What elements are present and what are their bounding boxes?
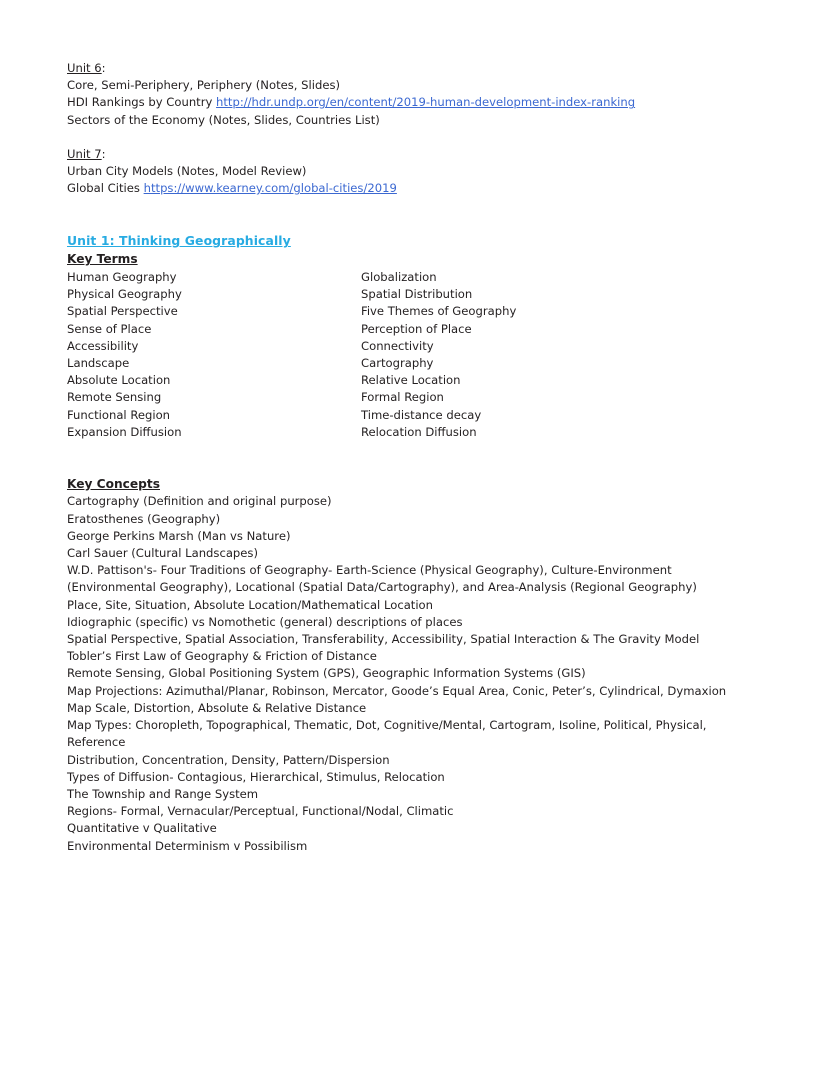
key-term: Perception of Place: [361, 321, 472, 336]
key-term: Time-distance decay: [361, 407, 482, 422]
unit-7-block: [67, 146, 761, 198]
unit-6-line-3: Sectors of the Economy (Notes, Slides, Countries List): [67, 112, 380, 127]
key-term: Cartography: [361, 355, 434, 370]
key-term: Relative Location: [361, 373, 461, 388]
unit-6-block: [67, 60, 761, 129]
unit-7-line-1: Urban City Models (Notes, Model Review): [67, 164, 307, 179]
unit-7-colon: :: [101, 146, 106, 161]
hdi-rankings-link[interactable]: http://hdr.undp.org/en/content/2019-human-development-index-ranking: [216, 95, 636, 110]
key-term: Sense of Place: [67, 321, 152, 336]
key-concept: The Township and Range System: [67, 786, 259, 801]
unit-6-line-1: Core, Semi-Periphery, Periphery (Notes, Slides): [67, 78, 341, 93]
key-concept: Types of Diffusion- Contagious, Hierarchical, Stimulus, Relocation: [67, 769, 445, 784]
key-concept: Map Projections: Azimuthal/Planar, Robinson, Mercator, Goode’s Equal Area, Conic, Peter’s, Cylindrical, Dymaxion: [67, 683, 727, 698]
key-concept: Carl Sauer (Cultural Landscapes): [67, 546, 258, 561]
key-term: Functional Region: [67, 407, 171, 422]
unit-7-label-line: [67, 146, 761, 163]
key-term: Globalization: [361, 269, 437, 284]
key-concept: W.D. Pattison's- Four Traditions of Geography- Earth-Science (Physical Geography), Culture-Environment (Environmental Geography), Locational (Spatial Data/Cartography), and Area-Analysis (Regional Geography): [67, 563, 697, 595]
spacer-unit6-unit7: [67, 129, 761, 146]
unit-6-label: Unit 6: [67, 61, 102, 75]
key-concept: Cartography (Definition and original purpose): [67, 494, 332, 509]
key-term: Remote Sensing: [67, 390, 162, 405]
unit-6-label-line: [67, 60, 761, 77]
key-term: Relocation Diffusion: [361, 424, 477, 439]
document-body: [67, 60, 761, 855]
unit-1-heading-text: Unit 1: Thinking Geographically: [67, 233, 291, 249]
key-concept: Idiographic (specific) vs Nomothetic (general) descriptions of places: [67, 614, 463, 629]
key-concepts-heading-text: Key Concepts: [67, 476, 160, 491]
key-term: Five Themes of Geography: [361, 304, 517, 319]
spacer-unit7-unit1: [67, 197, 761, 231]
key-term: Human Geography: [67, 269, 177, 284]
unit-1-heading: [67, 231, 761, 250]
spacer-terms-concepts: [67, 441, 761, 475]
key-concepts-heading: [67, 475, 761, 494]
unit-6-colon: :: [101, 61, 106, 75]
key-concept: Spatial Perspective, Spatial Association, Transferability, Accessibility, Spatial Interaction & The Gravity Model: [67, 632, 700, 647]
key-term: Landscape: [67, 355, 130, 370]
key-term: Absolute Location: [67, 373, 171, 388]
key-concept: Tobler’s First Law of Geography & Friction of Distance: [67, 649, 377, 664]
key-terms-column-right: [361, 269, 761, 441]
key-terms-grid: [67, 269, 761, 441]
key-concept: Remote Sensing, Global Positioning System (GPS), Geographic Information Systems (GIS): [67, 666, 586, 681]
key-concept: George Perkins Marsh (Man vs Nature): [67, 528, 291, 543]
key-terms-heading: [67, 250, 761, 269]
key-terms-heading-text: Key Terms: [67, 252, 138, 267]
unit-6-line-2: [67, 94, 761, 111]
key-term: Physical Geography: [67, 287, 182, 302]
key-concept: Map Scale, Distortion, Absolute & Relative Distance: [67, 700, 367, 715]
key-concept: Eratosthenes (Geography): [67, 511, 221, 526]
key-concept: Distribution, Concentration, Density, Pattern/Dispersion: [67, 752, 390, 767]
key-term: Formal Region: [361, 390, 444, 405]
key-concepts-list: [67, 493, 761, 854]
key-term: Spatial Distribution: [361, 287, 473, 302]
unit-6-line-2-text: HDI Rankings by Country: [67, 95, 217, 110]
unit-7-line-2: [67, 180, 761, 197]
key-concept: Map Types: Choropleth, Topographical, Thematic, Dot, Cognitive/Mental, Cartogram, Isoline, Political, Physical, Reference: [67, 718, 707, 750]
key-concept: Quantitative v Qualitative: [67, 821, 217, 836]
key-term: Spatial Perspective: [67, 304, 178, 319]
key-term: Accessibility: [67, 338, 139, 353]
key-concept: Environmental Determinism v Possibilism: [67, 838, 308, 853]
key-term: Expansion Diffusion: [67, 424, 182, 439]
unit-7-label: Unit 7: [67, 146, 102, 161]
global-cities-link[interactable]: https://www.kearney.com/global-cities/2019: [143, 181, 397, 196]
key-concept: Regions- Formal, Vernacular/Perceptual, Functional/Nodal, Climatic: [67, 804, 454, 819]
key-term: Connectivity: [361, 338, 434, 353]
key-terms-column-left: [67, 269, 361, 441]
unit-7-line-2-text: Global Cities: [67, 181, 144, 196]
key-concept: Place, Site, Situation, Absolute Location/Mathematical Location: [67, 597, 434, 612]
